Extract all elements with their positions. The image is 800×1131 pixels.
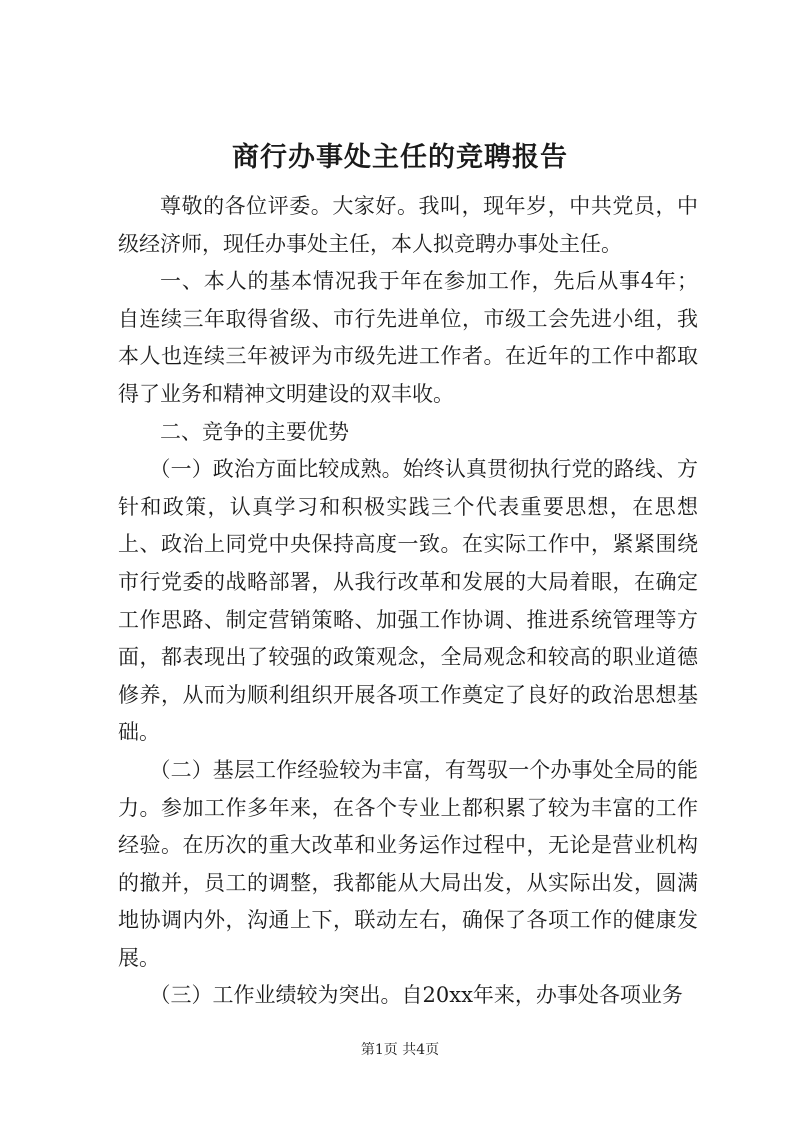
paragraph-greeting: 尊敬的各位评委。大家好。我叫，现年岁，中共党员，中级经济师，现任办事处主任，本人拟竞聘办事处主任。	[118, 194, 698, 256]
document-body	[118, 188, 698, 1015]
paragraph-achievement: （三）工作业绩较为突出。自20xx年来，办事处各项业务	[149, 983, 683, 1008]
page-number-footer: 第1页 共4页	[360, 1042, 440, 1058]
paragraph-basic-info: 一、本人的基本情况我于年在参加工作，先后从事4年；自连续三年取得省级、市行先进单位，市级工会先进小组，我本人也连续三年被评为市级先进工作者。在近年的工作中都取得了业务和精神文明建设的双丰收。	[118, 269, 698, 406]
paragraph-section-heading: 二、竞争的主要优势	[160, 419, 349, 444]
paragraph-experience: （二）基层工作经验较为丰富，有驾驭一个办事处全局的能力。参加工作多年来，在各个专业上都积累了较为丰富的工作经验。在历次的重大改革和业务运作过程中，无论是营业机构的撤并，员工的调整，我都能从大局出发，从实际出发，圆满地协调内外，沟通上下，联动左右，确保了各项工作的健康发展。	[118, 757, 698, 970]
paragraph-political: （一）政治方面比较成熟。始终认真贯彻执行党的路线、方针和政策，认真学习和积极实践三个代表重要思想，在思想上、政治上同党中央保持高度一致。在实际工作中，紧紧围绕市行党委的战略部署，从我行改革和发展的大局着眼，在确定工作思路、制定营销策略、加强工作协调、推进系统管理等方面，都表现出了较强的政策观念，全局观念和较高的职业道德修养，从而为顺利组织开展各项工作奠定了良好的政治思想基础。	[118, 457, 698, 745]
page-title: 商行办事处主任的竞聘报告	[232, 142, 568, 173]
